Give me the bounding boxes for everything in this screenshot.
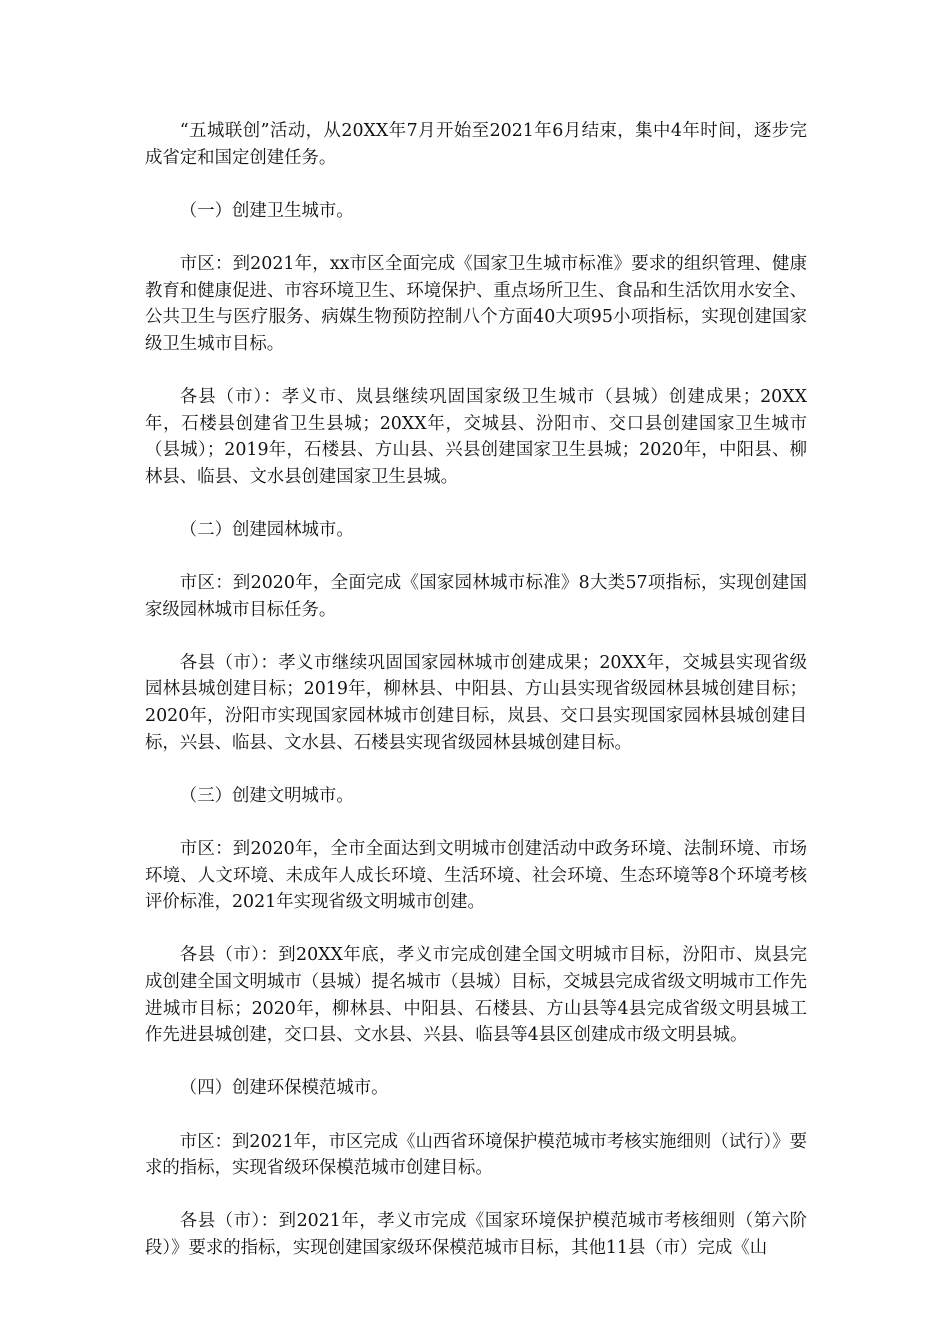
section-heading-civilized-city: （三）创建文明城市。 [179,785,354,806]
intro-paragraph: “五城联创”活动，从20XX年7月开始至2021年6月结束，集中4年时间，逐步完成省定和国定创建任务。 [145,121,807,168]
paragraph-garden-urban: 市区：到2020年，全面完成《国家园林城市标准》8大类57项指标，实现创建国家级园林城市目标任务。 [145,573,807,620]
paragraph-civilized-urban: 市区：到2020年，全市全面达到文明城市创建活动中政务环境、法制环境、市场环境、人文环境、未成年人成长环境、生活环境、社会环境、生态环境等8个环境考核评价标准，2021年实现省级文明城市创建。 [145,839,807,913]
paragraph-environmental-counties: 各县（市）：到2021年，孝义市完成《国家环境保护模范城市考核细则（第六阶段）》要求的指标，实现创建国家级环保模范城市目标，其他11县（市）完成《山 [145,1211,807,1258]
section-heading-environmental-model-city: （四）创建环保模范城市。 [179,1078,389,1099]
paragraph-civilized-counties: 各县（市）：到20XX年底，孝义市完成创建全国文明城市目标，汾阳市、岚县完成创建全国文明城市（县城）提名城市（县城）目标，交城县完成省级文明城市工作先进城市目标；2020年，柳林县、中阳县、石楼县、方山县等4县完成省级文明县城工作先进县城创建，交口县、文水县、兴县、临县等4县区创建成市级文明县城。 [145,945,807,1046]
paragraph-environmental-urban: 市区：到2021年，市区完成《山西省环境保护模范城市考核实施细则（试行）》要求的指标，实现省级环保模范城市创建目标。 [145,1131,807,1179]
document-page [145,118,807,1288]
paragraph-garden-counties: 各县（市）：孝义市继续巩固国家园林城市创建成果；20XX年，交城县实现省级园林县城创建目标；2019年，柳林县、中阳县、方山县实现省级园林县城创建目标；2020年，汾阳市实现国家园林城市创建目标，岚县、交口县实现国家园林县城创建目标，兴县、临县、文水县、石楼县实现省级园林县城创建目标。 [145,652,807,753]
paragraph-sanitary-counties: 各县（市）：孝义市、岚县继续巩固国家级卫生城市（县城）创建成果；20XX年，石楼县创建省卫生县城；20XX年，交城县、汾阳市、交口县创建国家卫生城市（县城）；2019年，石楼县、方山县、兴县创建国家卫生县城；2020年，中阳县、柳林县、临县、文水县创建国家卫生县城。 [145,386,807,487]
section-heading-sanitary-city: （一）创建卫生城市。 [179,200,354,221]
paragraph-sanitary-urban: 市区：到2021年，xx市区全面完成《国家卫生城市标准》要求的组织管理、健康教育和健康促进、市容环境卫生、环境保护、重点场所卫生、食品和生活饮用水安全、公共卫生与医疗服务、病媒生物预防控制八个方面40大项95小项指标，实现创建国家级卫生城市目标。 [145,253,807,354]
section-heading-garden-city: （二）创建园林城市。 [179,519,354,540]
